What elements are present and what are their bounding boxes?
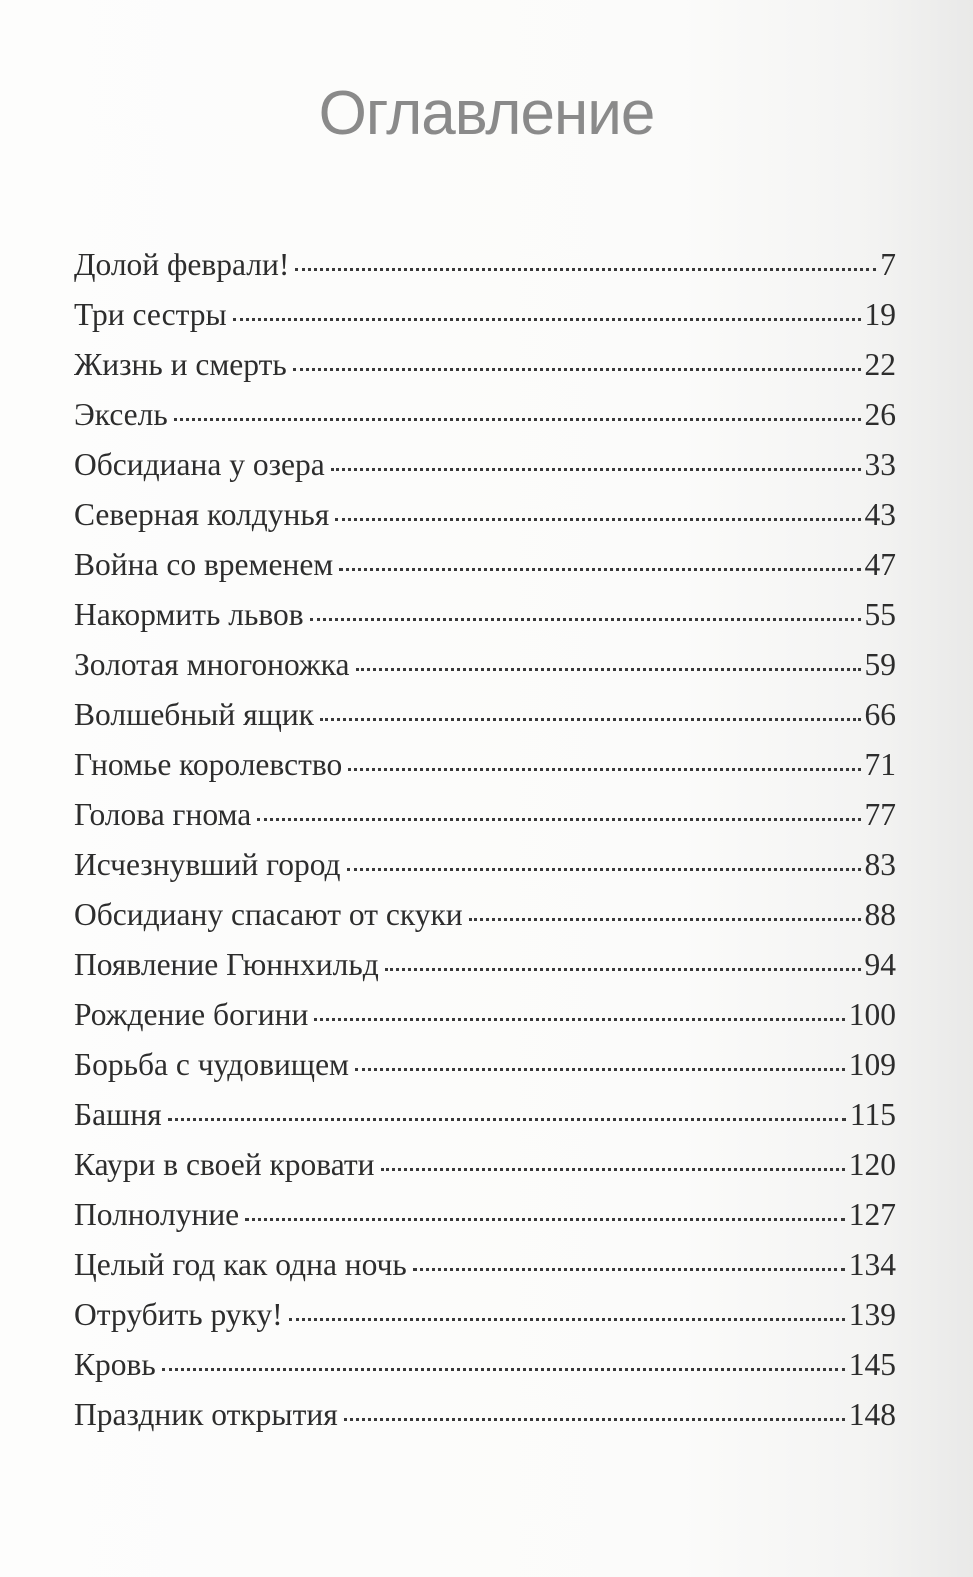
toc-entry-page-number: 134 [848,1247,896,1282]
dot-leader [245,1218,845,1221]
dot-leader [381,1168,845,1171]
toc-entry-page-number: 148 [848,1397,896,1432]
dot-leader [162,1368,845,1371]
toc-entry-title: Война со временем [74,547,334,582]
toc-entry-page-number: 19 [864,297,896,332]
dot-leader [344,1418,845,1421]
toc-entry-title: Полнолуние [74,1197,240,1232]
toc-entry [74,440,896,490]
toc-entry-title: Гномье королевство [74,747,343,782]
dot-leader [289,1318,845,1321]
toc-entry-page-number: 26 [864,397,896,432]
toc-entry-title: Волшебный ящик [74,697,314,732]
dot-leader [233,318,861,321]
toc-entry-title: Голова гнома [74,797,252,832]
toc-entry-title: Кровь [74,1347,156,1382]
toc-entry-page-number: 100 [848,997,896,1032]
toc-entry-title: Северная колдунья [74,497,330,532]
toc-entry [74,890,896,940]
toc-entry-page-number: 139 [848,1297,896,1332]
toc-entry-title: Долой феврали! [74,247,290,282]
dot-leader [320,718,861,721]
toc-entry-page-number: 33 [864,447,896,482]
toc-entry-title: Каури в своей кровати [74,1147,375,1182]
toc-entry-page-number: 145 [848,1347,896,1382]
toc-entry-page-number: 109 [848,1047,896,1082]
toc-entry-page-number: 22 [864,347,896,382]
toc-entry-page-number: 83 [864,847,896,882]
dot-leader [168,1118,846,1121]
dot-leader [385,968,861,971]
toc-entry [74,540,896,590]
dot-leader [310,618,861,621]
toc-entry-page-number: 94 [864,947,896,982]
toc-entry-page-number: 47 [864,547,896,582]
toc-entry-title: Жизнь и смерть [74,347,287,382]
dot-leader [339,568,860,571]
dot-leader [331,468,861,471]
toc-entry [74,290,896,340]
toc-entry [74,590,896,640]
toc-entry-title: Обсидиана у озера [74,447,325,482]
toc-entry [74,640,896,690]
toc-entry [74,940,896,990]
toc-entry-page-number: 88 [864,897,896,932]
table-of-contents [74,240,896,1440]
toc-entry-page-number: 127 [848,1197,896,1232]
toc-entry-page-number: 71 [864,747,896,782]
toc-entry-title: Целый год как одна ночь [74,1247,407,1282]
toc-entry [74,990,896,1040]
toc-entry [74,390,896,440]
toc-entry [74,340,896,390]
toc-entry-title: Рождение богини [74,997,309,1032]
toc-entry [74,740,896,790]
dot-leader [335,518,860,521]
toc-entry [74,1190,896,1240]
toc-entry-page-number: 77 [864,797,896,832]
toc-entry-page-number: 59 [864,647,896,682]
toc-entry [74,790,896,840]
dot-leader [314,1018,844,1021]
dot-leader [295,268,876,271]
toc-entry-page-number: 55 [864,597,896,632]
toc-entry-title: Отрубить руку! [74,1297,283,1332]
toc-entry-title: Башня [74,1097,162,1132]
toc-entry [74,1290,896,1340]
toc-entry [74,840,896,890]
dot-leader [348,768,860,771]
toc-entry [74,1140,896,1190]
toc-entry [74,690,896,740]
toc-entry-title: Эксель [74,397,168,432]
toc-entry-page-number: 66 [864,697,896,732]
dot-leader [257,818,860,821]
page-title: Оглавление [318,79,655,148]
toc-entry-title: Три сестры [74,297,227,332]
dot-leader [469,918,861,921]
toc-entry [74,1240,896,1290]
toc-entry-page-number: 115 [849,1097,896,1132]
toc-entry-title: Борьба с чудовищем [74,1047,349,1082]
dot-leader [293,368,861,371]
toc-entry [74,1340,896,1390]
toc-entry [74,1090,896,1140]
toc-entry-page-number: 7 [880,247,896,282]
dot-leader [174,418,861,421]
toc-entry-title: Обсидиану спасают от скуки [74,897,463,932]
toc-entry [74,1390,896,1440]
toc-entry-title: Золотая многоножка [74,647,350,682]
toc-entry-title: Появление Гюннхильд [74,947,379,982]
toc-entry-title: Исчезнувший город [74,847,341,882]
dot-leader [356,668,861,671]
dot-leader [347,868,861,871]
toc-entry [74,1040,896,1090]
dot-leader [413,1268,845,1271]
toc-entry [74,240,896,290]
dot-leader [355,1068,845,1071]
toc-entry-page-number: 43 [864,497,896,532]
toc-entry-title: Праздник открытия [74,1397,338,1432]
toc-entry-page-number: 120 [848,1147,896,1182]
toc-entry-title: Накормить львов [74,597,304,632]
toc-entry [74,490,896,540]
